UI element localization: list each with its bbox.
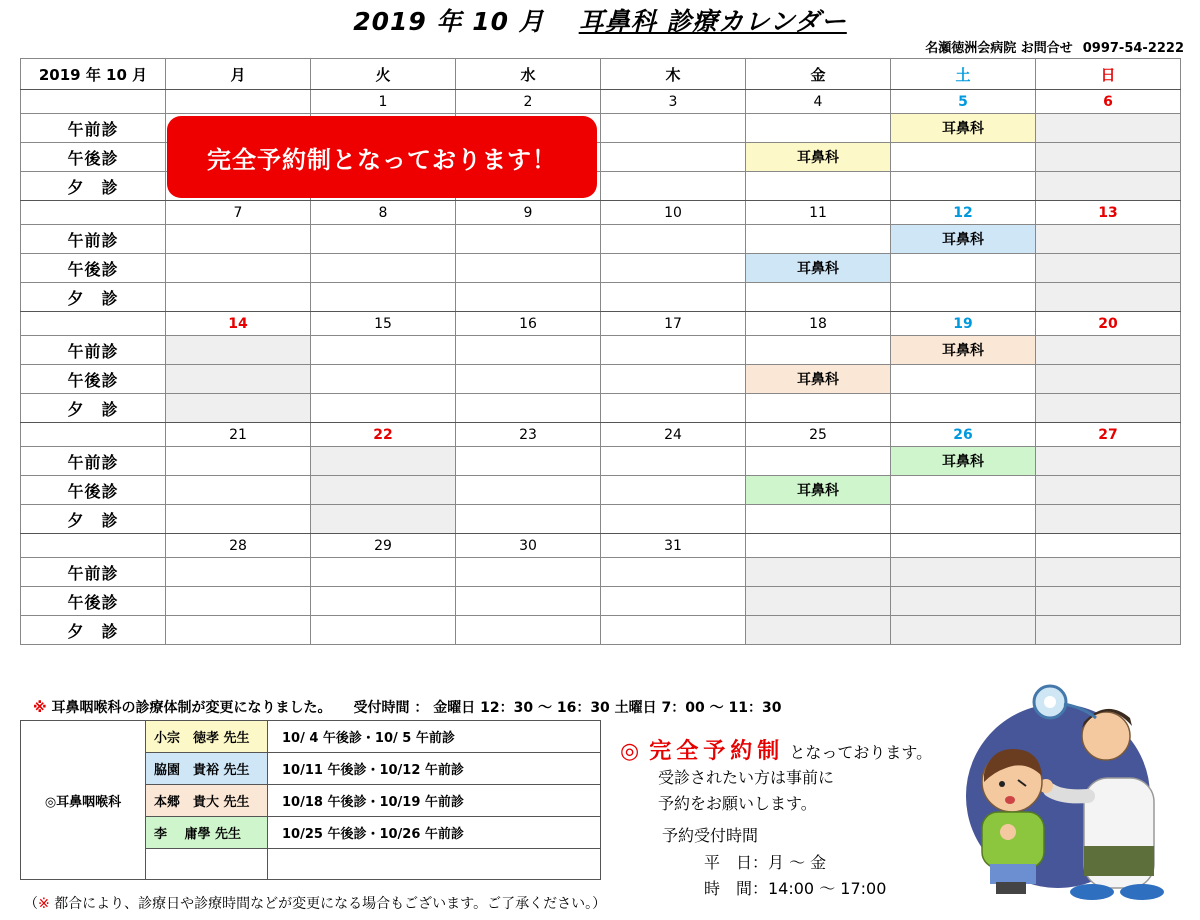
slot-cell [891,254,1036,283]
ent-entry: 耳鼻科 [891,336,1036,365]
doctor-name: 脇園 貴裕 先生 [146,753,268,785]
date-row [21,534,1181,558]
closed-cell [1036,225,1181,254]
slot-cell [601,447,746,476]
slot-cell [601,225,746,254]
closed-cell [1036,476,1181,505]
weekday-header-row [21,59,1181,90]
reservation-mark: ◎ [620,739,645,764]
doctor-schedule: 10/18 午後診・10/19 午前診 [268,785,601,817]
ent-entry: 耳鼻科 [746,365,891,394]
slot-cell [166,558,311,587]
slot-cell [601,587,746,616]
closed-cell [891,587,1036,616]
ent-entry: 耳鼻科 [746,254,891,283]
slot-cell [746,172,891,201]
closed-cell [746,587,891,616]
notice-mark: ※ [33,700,47,716]
slot-cell [456,558,601,587]
session-label: 午前診 [21,558,166,587]
closed-cell [1036,114,1181,143]
slot-cell [311,336,456,365]
doctor-row [21,721,601,753]
footer-note [24,893,606,913]
slot-cell [456,336,601,365]
slot-cell [601,365,746,394]
slot-cell [891,476,1036,505]
slot-cell [456,283,601,312]
slot-cell [311,365,456,394]
session-label: 夕 診 [21,505,166,534]
closed-cell [1036,394,1181,423]
session-label: 午後診 [21,143,166,172]
closed-cell [891,558,1036,587]
closed-cell [311,447,456,476]
doctor-name: 李 庸學 先生 [146,817,268,849]
slot-cell [311,558,456,587]
slot-cell [746,394,891,423]
slot-cell [311,225,456,254]
closed-cell [1036,587,1181,616]
title-month: 2019 年 10 月 [353,7,545,36]
slot-cell [456,254,601,283]
date-cell: 31 [601,534,746,558]
date-cell: 10 [601,201,746,225]
notice-text: 耳鼻咽喉科の診療体制が変更になりました。 [51,700,332,716]
date-cell [21,534,166,558]
slot-cell [746,114,891,143]
closed-cell [1036,283,1181,312]
reservation-line3: 予約をお願いします。 [658,794,817,813]
closed-cell [1036,365,1181,394]
date-cell [21,312,166,336]
date-cell [21,423,166,447]
date-row [21,423,1181,447]
slot-cell [166,616,311,645]
date-cell: 14 [166,312,311,336]
closed-cell [1036,616,1181,645]
date-cell: 22 [311,423,456,447]
slot-cell [166,447,311,476]
date-row [21,90,1181,114]
doctor-schedule-table [20,720,601,880]
closed-cell [1036,447,1181,476]
closed-cell [1036,143,1181,172]
session-label: 午前診 [21,447,166,476]
doctor-name: 小宗 徳孝 先生 [146,721,268,753]
doctor-child-illustration [966,678,1190,902]
date-cell: 24 [601,423,746,447]
closed-cell [1036,254,1181,283]
closed-cell [891,616,1036,645]
slot-cell [601,336,746,365]
date-cell: 18 [746,312,891,336]
slot-cell [601,254,746,283]
slot-cell [456,476,601,505]
date-cell: 16 [456,312,601,336]
date-cell: 17 [601,312,746,336]
weekday-sun: 日 [1036,59,1181,90]
date-row [21,312,1181,336]
date-cell [746,534,891,558]
closed-cell [166,365,311,394]
slot-cell [891,283,1036,312]
slot-cell [601,616,746,645]
phone-number: 0997-54-2222 [1082,41,1184,56]
empty-cell [146,849,268,880]
date-cell [21,201,166,225]
evening-row [21,505,1181,534]
date-cell: 4 [746,90,891,114]
slot-cell [311,587,456,616]
slot-cell [166,587,311,616]
closed-cell [1036,505,1181,534]
session-label: 午後診 [21,476,166,505]
slot-cell [891,365,1036,394]
slot-cell [311,283,456,312]
slot-cell [456,505,601,534]
weekday-fri: 金 [746,59,891,90]
slot-cell [601,283,746,312]
weekday-mon: 月 [166,59,311,90]
slot-cell [746,283,891,312]
afternoon-row [21,476,1181,505]
slot-cell [746,336,891,365]
slot-cell [891,143,1036,172]
date-cell: 26 [891,423,1036,447]
reservation-suffix: となっております。 [789,743,933,762]
date-cell: 2 [456,90,601,114]
slot-cell [746,447,891,476]
session-label: 午後診 [21,587,166,616]
date-cell: 7 [166,201,311,225]
ent-entry: 耳鼻科 [891,447,1036,476]
slot-cell [456,365,601,394]
date-cell: 3 [601,90,746,114]
slot-cell [166,476,311,505]
slot-cell [311,616,456,645]
weekday-wed: 水 [456,59,601,90]
evening-row [21,394,1181,423]
ent-entry: 耳鼻科 [746,476,891,505]
doctor-schedule: 10/ 4 午後診・10/ 5 午前診 [268,721,601,753]
reception-hours: 受付時間 ： 金曜日 12：30 ～ 16：30 土曜日 7：00 ～ 11：30 [353,700,782,716]
session-label: 夕 診 [21,394,166,423]
slot-cell [456,616,601,645]
slot-cell [891,394,1036,423]
date-cell: 1 [311,90,456,114]
ent-entry: 耳鼻科 [746,143,891,172]
session-label: 午前診 [21,225,166,254]
slot-cell [601,505,746,534]
slot-cell [166,505,311,534]
slot-cell [456,587,601,616]
page-title [0,2,1200,38]
slot-cell [166,283,311,312]
closed-cell [311,505,456,534]
contact-info [925,37,1184,56]
slot-cell [456,394,601,423]
ent-entry: 耳鼻科 [891,225,1036,254]
slot-cell [601,394,746,423]
date-cell [1036,534,1181,558]
footer-open: （ [24,896,38,912]
date-row [21,201,1181,225]
slot-cell [456,225,601,254]
reservation-highlight: 完全予約制 [649,739,785,764]
slot-cell [601,558,746,587]
session-label: 午後診 [21,254,166,283]
date-cell: 9 [456,201,601,225]
calendar-corner: 2019 年 10 月 [21,59,166,90]
ent-entry: 耳鼻科 [891,114,1036,143]
date-cell: 21 [166,423,311,447]
closed-cell [1036,172,1181,201]
doctor-schedule: 10/25 午後診・10/26 午前診 [268,817,601,849]
date-cell: 13 [1036,201,1181,225]
evening-row [21,283,1181,312]
session-label: 午前診 [21,336,166,365]
date-cell: 23 [456,423,601,447]
slot-cell [601,172,746,201]
empty-cell [268,849,601,880]
closed-cell [746,558,891,587]
closed-cell [166,394,311,423]
slot-cell [311,394,456,423]
evening-row [21,616,1181,645]
reservation-line2: 受診されたい方は事前に [658,768,835,787]
date-cell [891,534,1036,558]
afternoon-row [21,254,1181,283]
date-cell [166,90,311,114]
contact-label: お問合せ [1020,41,1073,56]
hospital-name: 名瀬徳洲会病院 [925,41,1017,56]
date-cell: 8 [311,201,456,225]
slot-cell [601,143,746,172]
weekday-sat: 土 [891,59,1036,90]
date-cell: 30 [456,534,601,558]
date-cell: 11 [746,201,891,225]
morning-row [21,225,1181,254]
date-cell: 27 [1036,423,1181,447]
session-label: 午後診 [21,365,166,394]
title-department: 耳鼻科 診療カレンダー [578,7,847,36]
date-cell: 25 [746,423,891,447]
footer-text: 都合により、診療日や診療時間などが変更になる場合もございます。ご了承ください。） [54,896,607,912]
morning-row [21,558,1181,587]
slot-cell [456,447,601,476]
change-notice [33,697,781,717]
closed-cell [1036,336,1181,365]
morning-row [21,447,1181,476]
date-cell: 15 [311,312,456,336]
afternoon-row [21,365,1181,394]
morning-row [21,336,1181,365]
slot-cell [311,254,456,283]
slot-cell [746,505,891,534]
weekday-thu: 木 [601,59,746,90]
date-cell: 5 [891,90,1036,114]
date-cell: 29 [311,534,456,558]
hours-time: 時 間：14:00 ～ 17:00 [704,879,887,898]
afternoon-row [21,587,1181,616]
slot-cell [746,225,891,254]
date-cell: 28 [166,534,311,558]
date-cell [21,90,166,114]
slot-cell [891,172,1036,201]
slot-cell [166,254,311,283]
closed-cell [166,336,311,365]
doctor-schedule: 10/11 午後診・10/12 午前診 [268,753,601,785]
session-label: 午前診 [21,114,166,143]
date-cell: 6 [1036,90,1181,114]
footer-mark: ※ [38,896,50,912]
doctor-name: 本郷 貴大 先生 [146,785,268,817]
slot-cell [166,225,311,254]
date-cell: 20 [1036,312,1181,336]
session-label: 夕 診 [21,616,166,645]
closed-cell [746,616,891,645]
closed-cell [311,476,456,505]
weekday-tue: 火 [311,59,456,90]
session-label: 夕 診 [21,172,166,201]
session-label: 夕 診 [21,283,166,312]
reservation-banner: 完全予約制となっております！ [167,116,597,198]
slot-cell [601,476,746,505]
slot-cell [601,114,746,143]
department-name: ◎耳鼻咽喉科 [21,721,146,880]
hours-title: 予約受付時間 [662,826,759,845]
date-cell: 12 [891,201,1036,225]
hours-days: 平 日：月 ～ 金 [704,853,827,872]
closed-cell [1036,558,1181,587]
slot-cell [891,505,1036,534]
date-cell: 19 [891,312,1036,336]
